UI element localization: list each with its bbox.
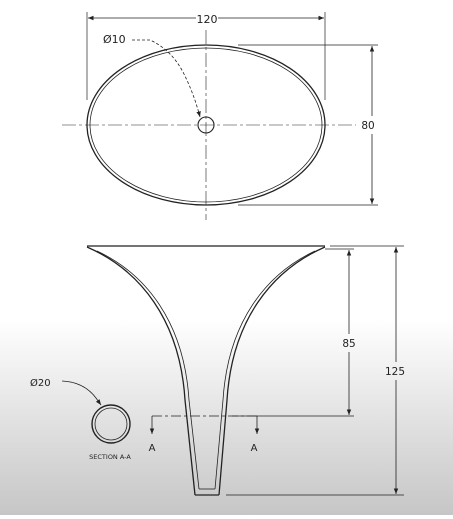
- section-marker-right: A: [250, 443, 258, 454]
- section-caption: SECTION A-A: [89, 453, 131, 461]
- section-diameter-label: Ø20: [30, 378, 51, 389]
- depth-dimension-label: 85: [342, 338, 356, 350]
- hole-diameter-label: Ø10: [103, 33, 126, 46]
- section-marker-left: A: [148, 443, 156, 454]
- total-height-dimension-label: 125: [384, 366, 406, 378]
- height-dimension-label: 80: [361, 120, 375, 132]
- width-dimension-label: 120: [196, 13, 218, 26]
